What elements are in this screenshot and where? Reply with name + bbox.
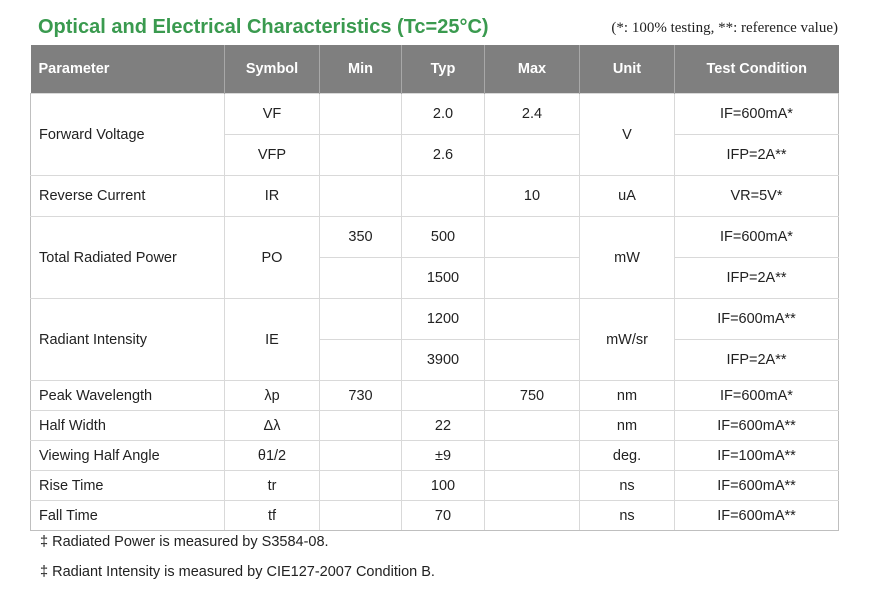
cell-typ: 1500 [402,258,485,299]
table-row [31,441,839,471]
header-unit: Unit [580,45,675,94]
characteristics-table [30,45,839,531]
cell-min [320,411,402,441]
cell-max [485,258,580,299]
cell-condition: IFP=2A** [675,340,839,381]
cell-min [320,135,402,176]
legend-note: (*: 100% testing, **: reference value) [611,20,838,36]
cell-parameter: Forward Voltage [31,94,225,176]
cell-symbol: IR [225,176,320,217]
cell-parameter: Half Width [31,411,225,441]
cell-symbol: tf [225,501,320,531]
cell-condition: IF=600mA** [675,471,839,501]
cell-unit: uA [580,176,675,217]
cell-typ: 100 [402,471,485,501]
cell-typ [402,176,485,217]
cell-min [320,299,402,340]
cell-min [320,176,402,217]
footnote-radiant-intensity: ‡ Radiant Intensity is measured by CIE127-2007 Condition B. [40,564,435,580]
header-test-condition: Test Condition [675,45,839,94]
cell-condition: IFP=2A** [675,135,839,176]
header-max: Max [485,45,580,94]
cell-unit: nm [580,411,675,441]
cell-unit: mW [580,217,675,299]
header-row [31,45,839,94]
cell-min [320,471,402,501]
cell-symbol: θ1/2 [225,441,320,471]
cell-min: 730 [320,381,402,411]
table-row [31,471,839,501]
cell-typ: 1200 [402,299,485,340]
cell-condition: IF=600mA* [675,217,839,258]
cell-unit: deg. [580,441,675,471]
table-row [31,501,839,531]
cell-condition: IF=600mA* [675,94,839,135]
cell-max [485,411,580,441]
cell-parameter: Rise Time [31,471,225,501]
cell-parameter: Reverse Current [31,176,225,217]
cell-max [485,299,580,340]
cell-symbol: VFP [225,135,320,176]
table-row [31,299,839,340]
cell-parameter: Viewing Half Angle [31,441,225,471]
cell-symbol: Δλ [225,411,320,441]
cell-parameter: Total Radiated Power [31,217,225,299]
header-typ: Typ [402,45,485,94]
cell-min [320,258,402,299]
table-row [31,217,839,258]
cell-max: 10 [485,176,580,217]
cell-parameter: Radiant Intensity [31,299,225,381]
cell-unit: nm [580,381,675,411]
cell-condition: IFP=2A** [675,258,839,299]
cell-max [485,340,580,381]
cell-unit: ns [580,471,675,501]
cell-typ [402,381,485,411]
cell-condition: IF=600mA** [675,411,839,441]
cell-max [485,217,580,258]
cell-symbol: VF [225,94,320,135]
footnote-radiated-power: ‡ Radiated Power is measured by S3584-08. [40,534,329,550]
cell-condition: IF=600mA** [675,299,839,340]
cell-symbol: PO [225,217,320,299]
cell-min [320,441,402,471]
header-parameter: Parameter [31,45,225,94]
cell-condition: IF=100mA** [675,441,839,471]
table-row [31,94,839,135]
cell-condition: VR=5V* [675,176,839,217]
cell-condition: IF=600mA* [675,381,839,411]
cell-typ: ±9 [402,441,485,471]
cell-typ: 500 [402,217,485,258]
cell-min: 350 [320,217,402,258]
cell-unit: V [580,94,675,176]
cell-max [485,501,580,531]
table-row [31,411,839,441]
cell-typ: 2.0 [402,94,485,135]
cell-max [485,471,580,501]
cell-min [320,501,402,531]
header-symbol: Symbol [225,45,320,94]
cell-max [485,135,580,176]
header-min: Min [320,45,402,94]
cell-symbol: λp [225,381,320,411]
cell-min [320,340,402,381]
cell-min [320,94,402,135]
cell-parameter: Peak Wavelength [31,381,225,411]
page-title: Optical and Electrical Characteristics (Tc=25°C) [38,16,489,38]
cell-unit: mW/sr [580,299,675,381]
cell-typ: 70 [402,501,485,531]
cell-unit: ns [580,501,675,531]
cell-symbol: IE [225,299,320,381]
table-row [31,176,839,217]
cell-condition: IF=600mA** [675,501,839,531]
cell-typ: 22 [402,411,485,441]
table-row [31,381,839,411]
cell-max [485,441,580,471]
cell-symbol: tr [225,471,320,501]
cell-parameter: Fall Time [31,501,225,531]
cell-max: 2.4 [485,94,580,135]
cell-typ: 3900 [402,340,485,381]
cell-typ: 2.6 [402,135,485,176]
cell-max: 750 [485,381,580,411]
